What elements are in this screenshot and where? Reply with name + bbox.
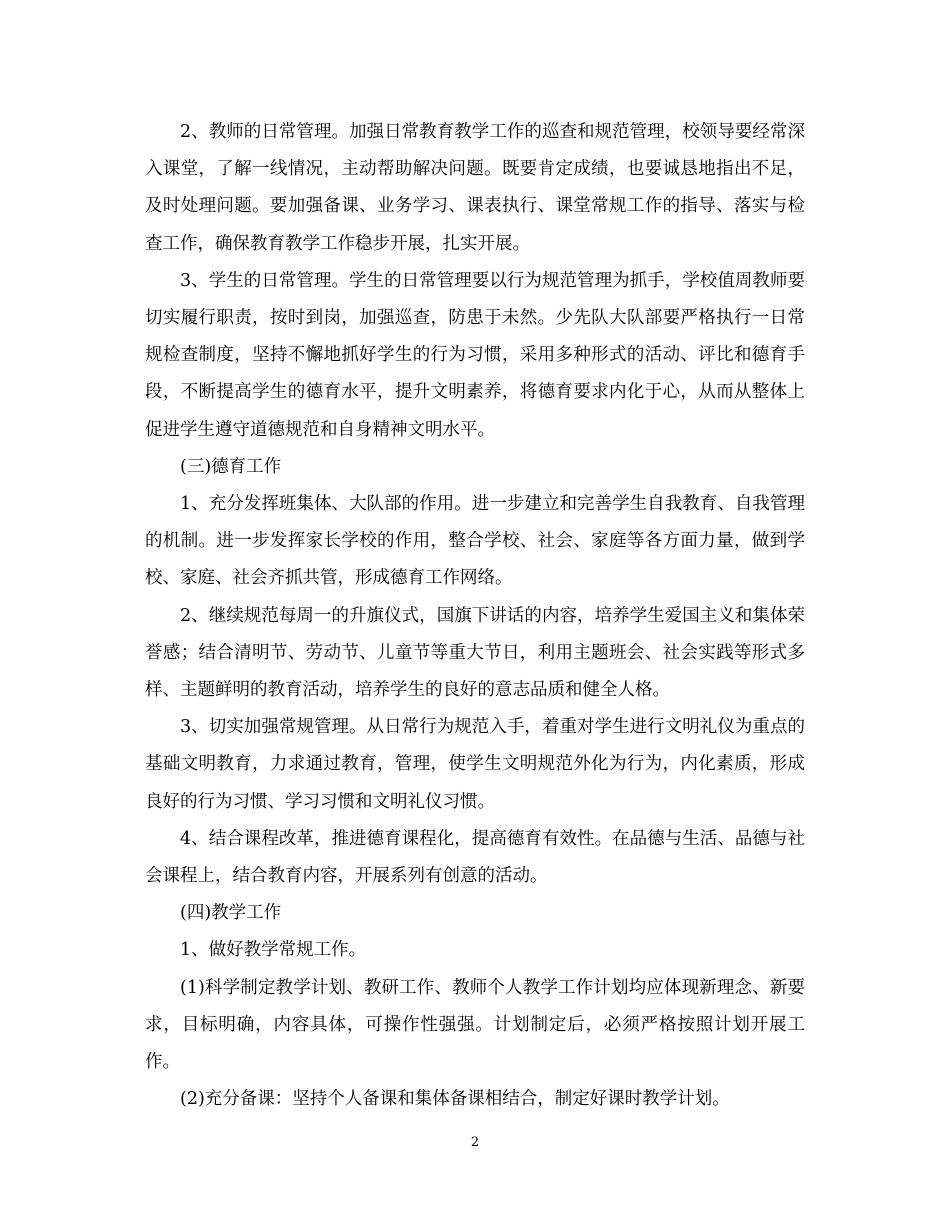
section-heading-moral-education: (三)德育工作 [180, 456, 282, 477]
section-heading-teaching-work: (四)教学工作 [180, 903, 282, 924]
paragraph-teaching-1: 1、做好教学常规工作。 [180, 940, 367, 961]
page-number: 2 [470, 1135, 480, 1150]
paragraph-student-daily-management: 3、学生的日常管理。学生的日常管理要以行为规范管理为抓手，学校值周教师要切实履行职责，按时到岗，加强巡查，防患于未然。少先队大队部要严格执行一日常规检查制度，坚持不懈地抓好学生的行为习惯，采用多种形式的活动、评比和德育手段，不断提高学生的德育水平，提升文明素养，将德育要求内化于心，从而从整体上促进学生遵守道德规范和自身精神文明水平。 [145, 270, 805, 440]
paragraph-teaching-plan: (1)科学制定教学计划、教研工作、教师个人教学工作计划均应体现新理念、新要求，目标明确，内容具体，可操作性强强。计划制定后，必须严格按照计划开展工作。 [145, 977, 805, 1073]
paragraph-moral-1: 1、充分发挥班集体、大队部的作用。进一步建立和完善学生自我教育、自我管理的机制。进一步发挥家长学校的作用，整合学校、社会、家庭等各方面力量，做到学校、家庭、社会齐抓共管，形成德育工作网络。 [145, 494, 805, 589]
paragraph-moral-2: 2、继续规范每周一的升旗仪式，国旗下讲话的内容，培养学生爱国主义和集体荣誉感；结合清明节、劳动节、儿童节等重大节日，利用主题班会、社会实践等形式多样、主题鲜明的教育活动，培养学生的良好的意志品质和健全人格。 [145, 605, 805, 701]
paragraph-teacher-daily-management: 2、教师的日常管理。加强日常教育教学工作的巡查和规范管理，校领导要经常深入课堂，了解一线情况，主动帮助解决问题。既要肯定成绩，也要诚恳地指出不足，及时处理问题。要加强备课、业务学习、课表执行、课堂常规工作的指导、落实与检查工作，确保教育教学工作稳步开展，扎实开展。 [145, 122, 805, 254]
paragraph-lesson-prep: (2)充分备课：坚持个人备课和集体备课相结合，制定好课时教学计划。 [180, 1089, 730, 1110]
paragraph-moral-3: 3、切实加强常规管理。从日常行为规范入手，着重对学生进行文明礼仪为重点的基础文明教育，力求通过教育，管理，使学生文明规范外化为行为，内化素质，形成良好的行为习惯、学习习惯和文明礼仪习惯。 [145, 717, 805, 812]
document-body [145, 114, 805, 1118]
paragraph-moral-4: 4、结合课程改革，推进德育课程化，提高德育有效性。在品德与生活、品德与社会课程上，结合教育内容，开展系列有创意的活动。 [145, 828, 805, 887]
